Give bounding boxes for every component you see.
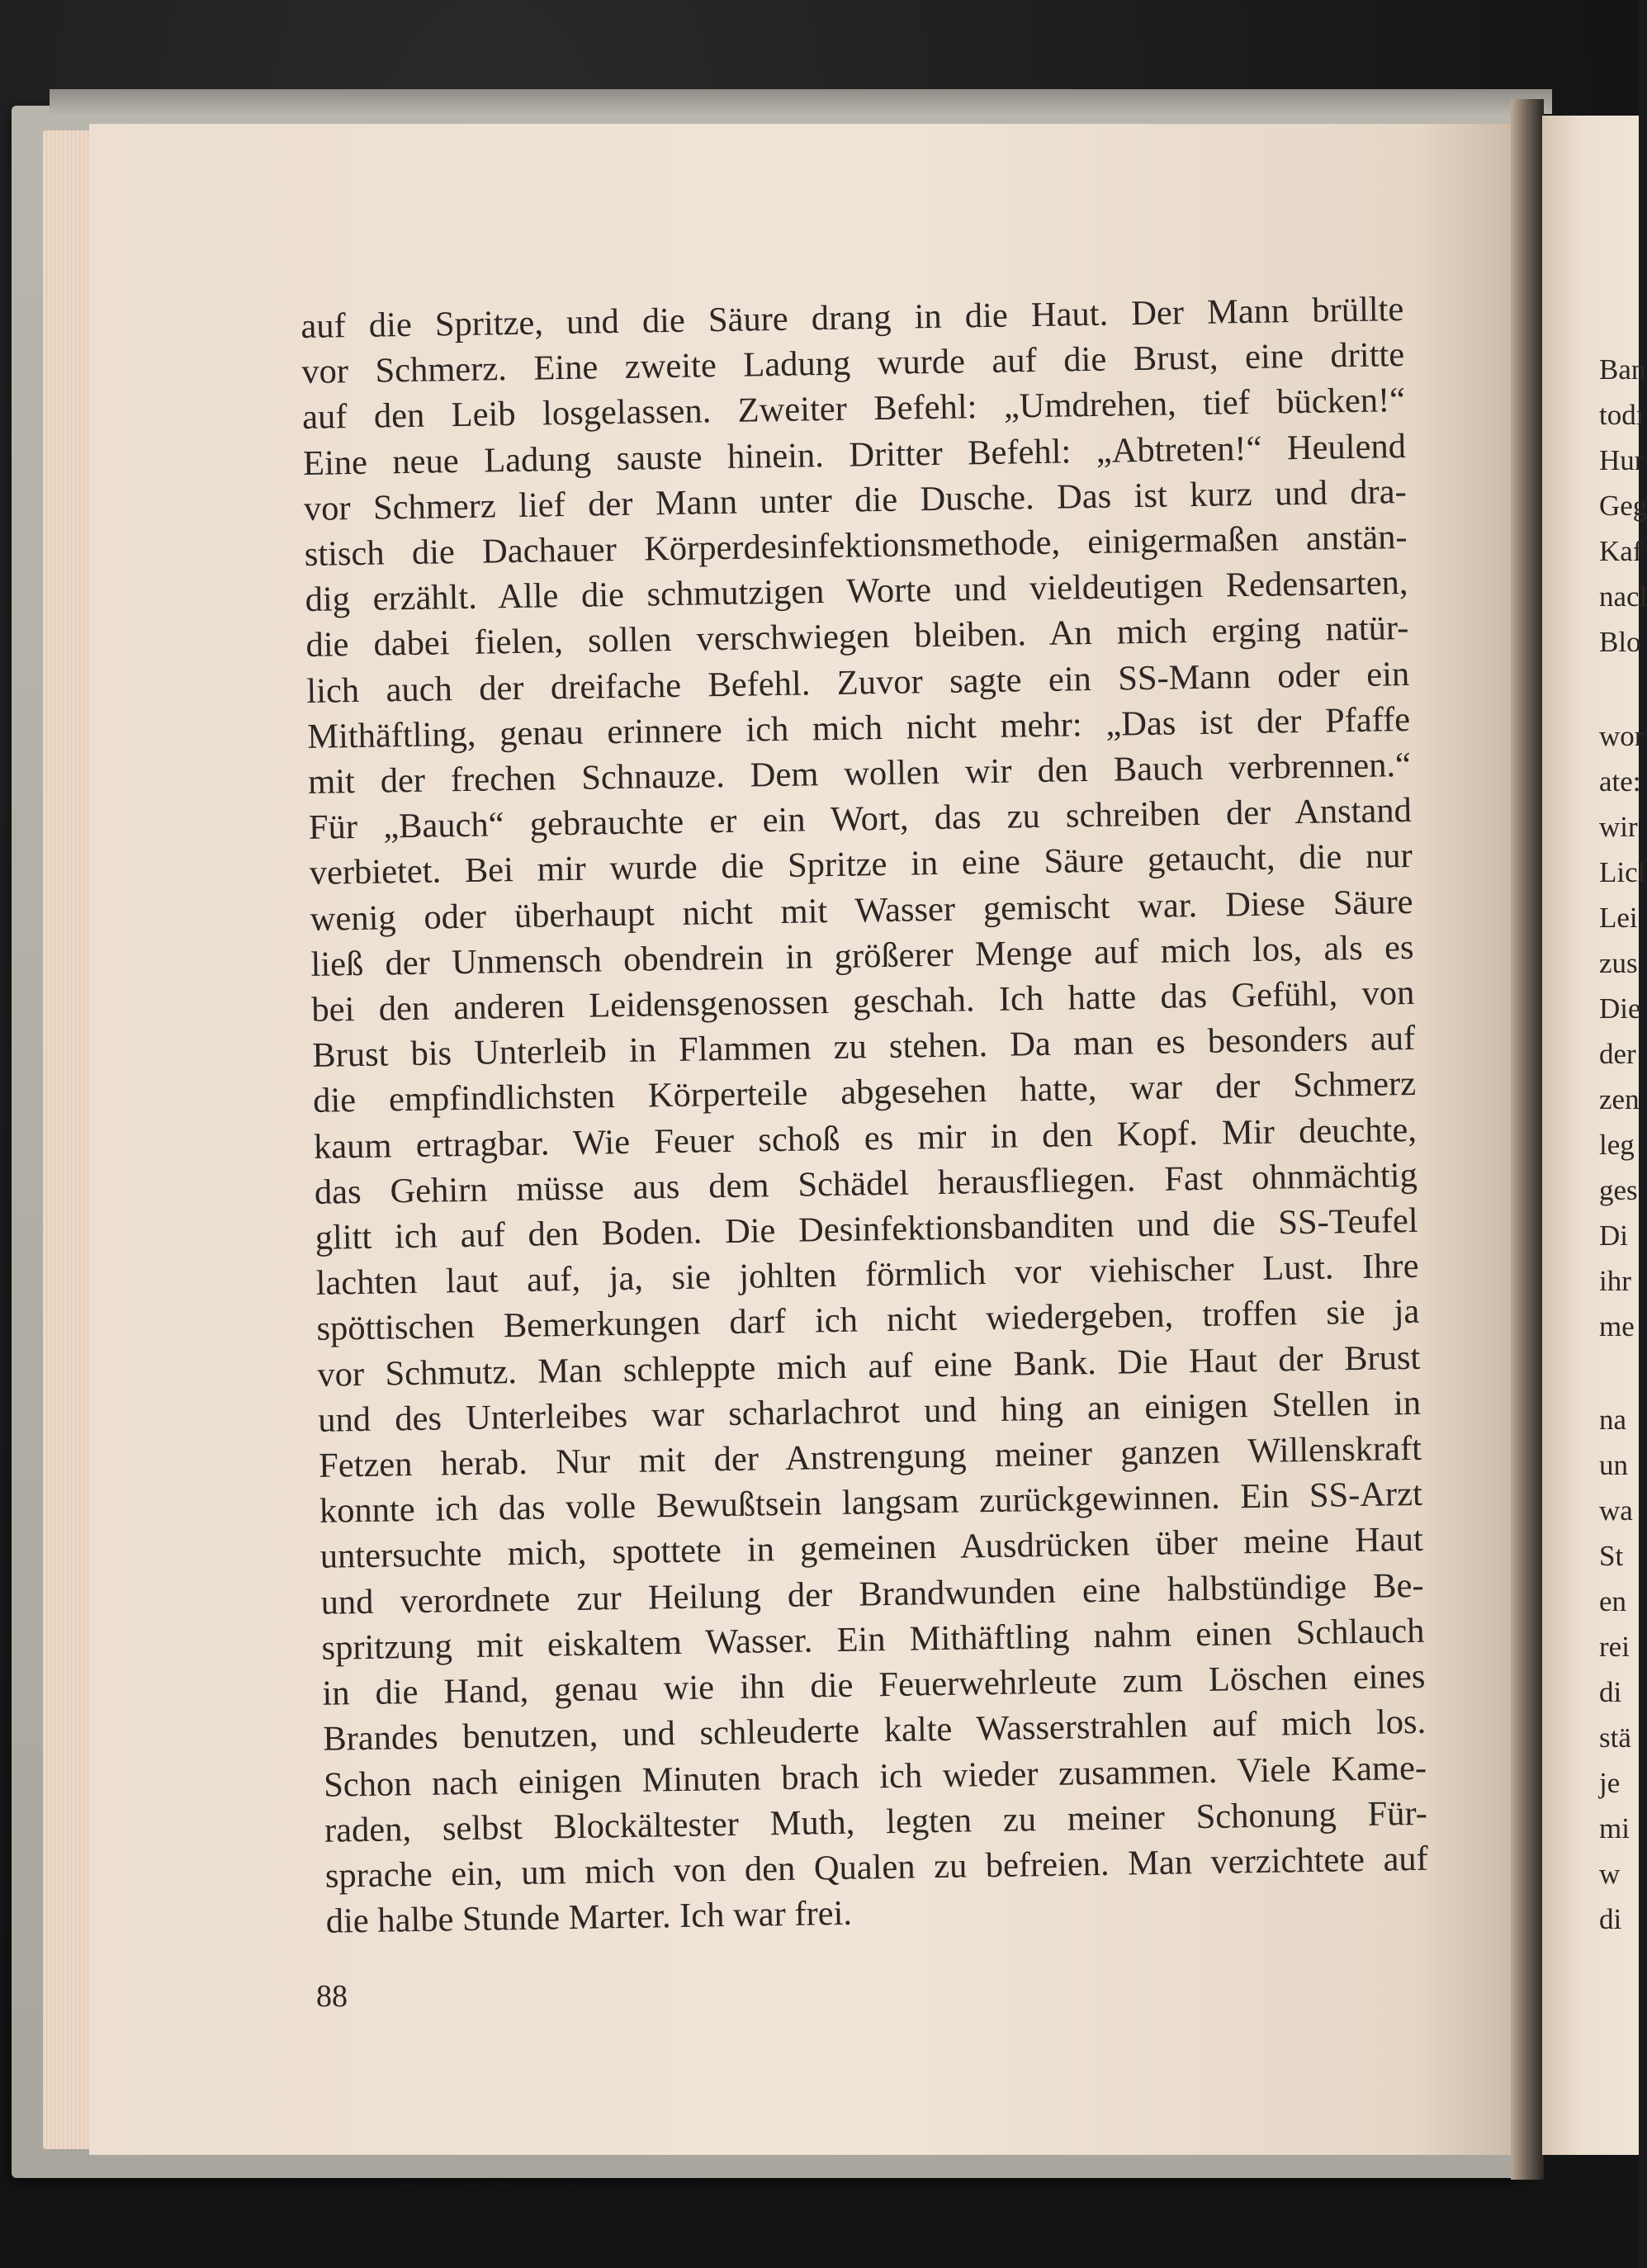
facing-page-fragment: wir	[1599, 811, 1638, 843]
facing-page-fragment: zus	[1599, 947, 1638, 979]
facing-page-fragment: St	[1599, 1540, 1624, 1572]
facing-page-fragment: leg	[1599, 1129, 1635, 1161]
facing-page-fragment: Ban	[1599, 353, 1646, 386]
facing-page-fragment: Die	[1599, 992, 1641, 1025]
text-line: verbietet. Bei mir wurde die Spritze in eine Säure getaucht, die nur	[309, 836, 1413, 893]
facing-page-fragment: je	[1599, 1767, 1621, 1799]
facing-page-fragment: der	[1599, 1038, 1636, 1070]
text-line: untersuchte mich, spottete in gemeinen Ausdrücken über meine Haut	[319, 1520, 1424, 1577]
facing-page-fragment: di	[1599, 1903, 1622, 1935]
text-line: und verordnete zur Heilung der Brandwunden eine halbstündige Be-	[320, 1565, 1424, 1622]
text-line: wenig oder überhaupt nicht mit Wasser gemischt war. Diese Säure	[310, 882, 1413, 939]
facing-page-fragment: nacl	[1599, 580, 1647, 613]
facing-page-fragment: na	[1599, 1404, 1627, 1436]
facing-page-fragment: Geg	[1599, 490, 1647, 522]
facing-page-text-fragments	[1597, 0, 1647, 2268]
text-line: Brust bis Unterleib in Flammen zu stehen. Da man es besonders auf	[311, 1019, 1416, 1076]
facing-page-fragment: Licl	[1599, 856, 1646, 888]
text-line: sprache ein, um mich von den Qualen zu befreien. Man verzichtete auf	[324, 1839, 1429, 1896]
facing-page-fragment: ate:	[1599, 765, 1641, 798]
text-line: vor Schmutz. Man schleppte mich auf eine Bank. Die Haut der Brust	[317, 1338, 1421, 1394]
text-line: Eine neue Ladung sauste hinein. Dritter Befehl: „Abtreten!“ Heulend	[302, 426, 1407, 483]
text-line: in die Hand, genau wie ihn die Feuerwehrleute zum Löschen eines	[322, 1656, 1426, 1713]
facing-page-fragment: me	[1599, 1310, 1635, 1342]
text-line: raden, selbst Blockältester Muth, legten zu meiner Schonung Für-	[324, 1793, 1428, 1850]
text-line: die empfindlichsten Körperteile abgesehen hatte, war der Schmerz	[312, 1064, 1417, 1121]
text-line: und des Unterleibes war scharlachrot und hing an einigen Stellen in	[317, 1383, 1422, 1440]
facing-page-fragment: Blo	[1599, 626, 1641, 658]
text-line: das Gehirn müsse aus dem Schädel herausfliegen. Fast ohnmächtig	[314, 1155, 1418, 1212]
text-line: die dabei fielen, sollen verschwiegen bleiben. An mich erging natür-	[305, 608, 1409, 665]
text-line: vor Schmerz lief der Mann unter die Dusche. Das ist kurz und dra-	[303, 471, 1408, 528]
text-line: spritzung mit eiskaltem Wasser. Ein Mithäftling nahm einen Schlauch	[321, 1611, 1425, 1668]
text-line: dig erzählt. Alle die schmutzigen Worte und vieldeutigen Redensarten,	[305, 563, 1408, 620]
page-stack-edges	[43, 130, 94, 2149]
facing-page-fragment: Di	[1599, 1219, 1628, 1252]
facing-page-fragment: Kaf	[1599, 535, 1643, 567]
facing-page-fragment: stä	[1599, 1721, 1631, 1754]
facing-page-fragment: di	[1599, 1676, 1622, 1708]
facing-page-fragment: todı	[1599, 399, 1645, 431]
text-line: spöttischen Bemerkungen darf ich nicht wiedergeben, troffen sie ja	[316, 1292, 1420, 1349]
facing-page-fragment: Hur	[1599, 444, 1645, 476]
facing-page-fragment: Lei	[1599, 902, 1638, 934]
book-top-edge	[50, 89, 1552, 114]
facing-page-fragment: un	[1599, 1449, 1628, 1481]
facing-page-fragment: wor	[1599, 720, 1645, 752]
text-line: die halbe Stunde Marter. Ich war frei.	[325, 1893, 853, 1941]
text-line: stisch die Dachauer Körperdesinfektionsmethode, einigermaßen anstän-	[304, 517, 1408, 574]
facing-page-fragment: ihr	[1599, 1265, 1631, 1297]
text-line: Für „Bauch“ gebrauchte er ein Wort, das zu schreiben der Anstand	[308, 791, 1413, 848]
text-line: Fetzen herab. Nur mit der Anstrengung meiner ganzen Willenskraft	[318, 1428, 1422, 1485]
facing-page-fragment: mi	[1599, 1812, 1630, 1844]
text-line: mit der frechen Schnauze. Dem wollen wir den Bauch verbrennen.“	[307, 745, 1412, 802]
text-line: glitt ich auf den Boden. Die Desinfektionsbanditen und die SS-Teufel	[315, 1200, 1418, 1257]
text-line: Brandes benutzen, und schleuderte kalte Wasserstrahlen auf mich los.	[322, 1702, 1427, 1759]
text-line: kaum ertragbar. Wie Feuer schoß es mir in den Kopf. Mir deuchte,	[313, 1110, 1417, 1167]
text-line: auf den Leib losgelassen. Zweiter Befehl: „Umdrehen, tief bücken!“	[301, 381, 1406, 438]
text-line: auf die Spritze, und die Säure drang in die Haut. Der Mann brüllte	[301, 290, 1404, 346]
text-line: lich auch der dreifache Befehl. Zuvor sagte ein SS-Mann oder ein	[305, 654, 1410, 711]
facing-page-fragment: w	[1599, 1858, 1621, 1890]
text-line: lachten laut auf, ja, sie johlten förmlich vor viehischer Lust. Ihre	[315, 1247, 1419, 1304]
body-text	[301, 286, 1429, 1944]
facing-page-fragment: zen	[1599, 1083, 1640, 1115]
facing-page-fragment: rei	[1599, 1631, 1630, 1663]
facing-page-fragment: en	[1599, 1585, 1627, 1617]
book-gutter	[1511, 99, 1544, 2180]
page-number: 88	[316, 1979, 348, 2014]
text-line: ließ der Unmensch obendrein in größerer Menge auf mich los, als es	[310, 927, 1414, 984]
text-line: konnte ich das volle Bewußtsein langsam zurückgewinnen. Ein SS-Arzt	[319, 1475, 1423, 1532]
text-line: Mithäftling, genau erinnere ich mich nicht mehr: „Das ist der Pfaffe	[306, 699, 1411, 756]
text-line: vor Schmerz. Eine zweite Ladung wurde auf die Brust, eine dritte	[301, 335, 1405, 392]
facing-page-fragment: ges	[1599, 1174, 1638, 1206]
text-line: Schon nach einigen Minuten brach ich wieder zusammen. Viele Kame-	[323, 1748, 1427, 1805]
text-line: bei den anderen Leidensgenossen geschah. Ich hatte das Gefühl, von	[311, 973, 1415, 1030]
facing-page-fragment: wa	[1599, 1494, 1633, 1527]
